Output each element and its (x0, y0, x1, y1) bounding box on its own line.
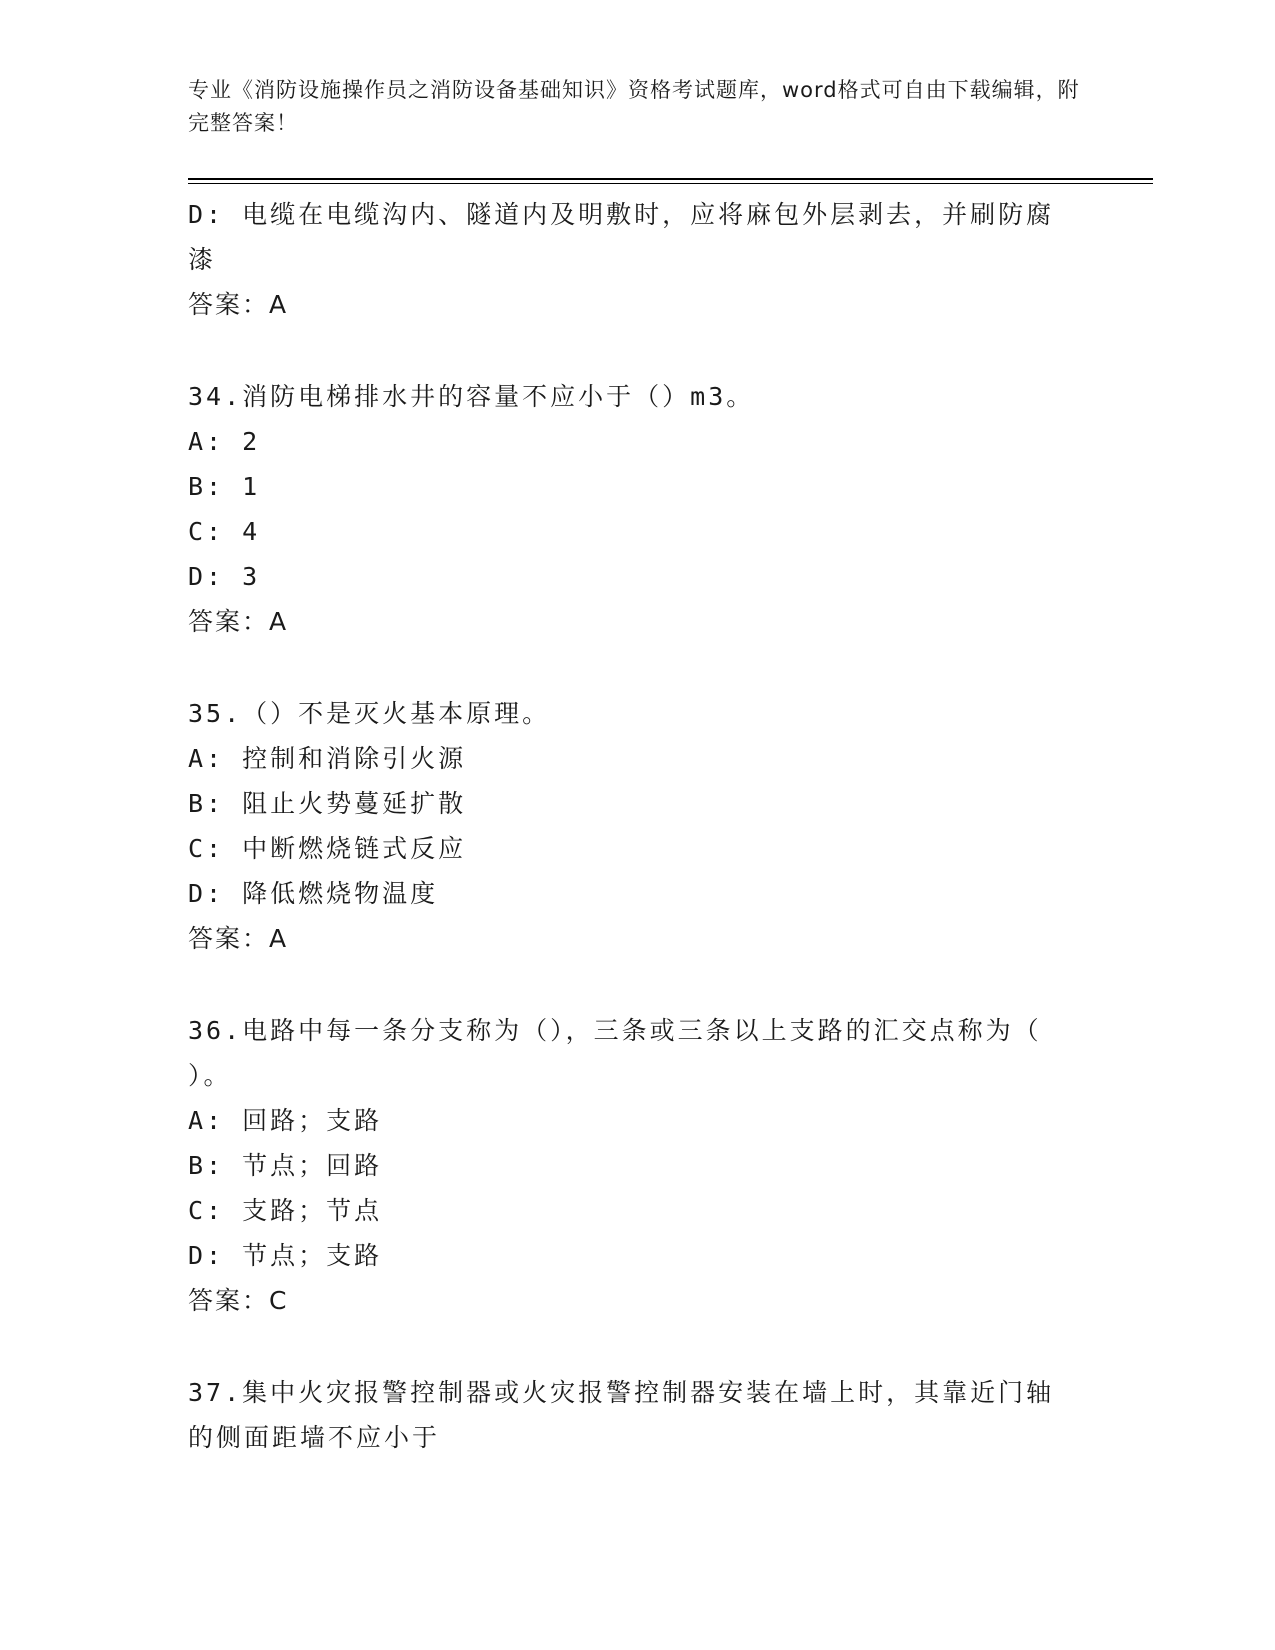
option-line: B: 节点；回路 (188, 1151, 383, 1180)
option-line: A: 控制和消除引火源 (188, 744, 467, 773)
option-line: D: 降低燃烧物温度 (188, 879, 439, 908)
question-text: 36.电路中每一条分支称为（），三条或三条以上支路的汇交点称为（ (188, 1016, 1042, 1045)
question-block (188, 691, 1088, 961)
question-block (188, 1370, 1088, 1460)
answer-line: 答案：A (188, 607, 289, 636)
answer-line: 答案：A (188, 290, 289, 319)
option-line: C: 4 (188, 517, 261, 546)
option-line: 漆 (188, 245, 217, 274)
answer-line: 答案：A (188, 924, 289, 953)
header-rule-thick (188, 178, 1153, 180)
question-text: 35.（）不是灭火基本原理。 (188, 699, 551, 728)
question-block (188, 374, 1088, 644)
option-line: D: 节点；支路 (188, 1241, 383, 1270)
option-line: D: 3 (188, 562, 261, 591)
document-header: 专业《消防设施操作员之消防设备基础知识》资格考试题库，word格式可自由下载编辑，附完整答案！ (188, 78, 1080, 135)
option-line: D: 电缆在电缆沟内、隧道内及明敷时，应将麻包外层剥去，并刷防腐 (188, 200, 1055, 229)
option-line: B: 1 (188, 472, 261, 501)
option-line: B: 阻止火势蔓延扩散 (188, 789, 467, 818)
question-content (188, 192, 1088, 1460)
question-text: 37.集中火灾报警控制器或火灾报警控制器安装在墙上时，其靠近门轴 (188, 1378, 1055, 1407)
option-line: A: 回路；支路 (188, 1106, 383, 1135)
question-text: 34.消防电梯排水井的容量不应小于（）m3。 (188, 382, 755, 411)
answer-line: 答案：C (188, 1286, 289, 1315)
option-line: A: 2 (188, 427, 261, 456)
question-block (188, 192, 1088, 327)
question-text: 的侧面距墙不应小于 (188, 1423, 441, 1452)
option-line: C: 支路；节点 (188, 1196, 383, 1225)
question-block (188, 1008, 1088, 1323)
header-rule-thin (188, 183, 1153, 184)
option-line: C: 中断燃烧链式反应 (188, 834, 467, 863)
question-text: ）。 (188, 1061, 232, 1090)
